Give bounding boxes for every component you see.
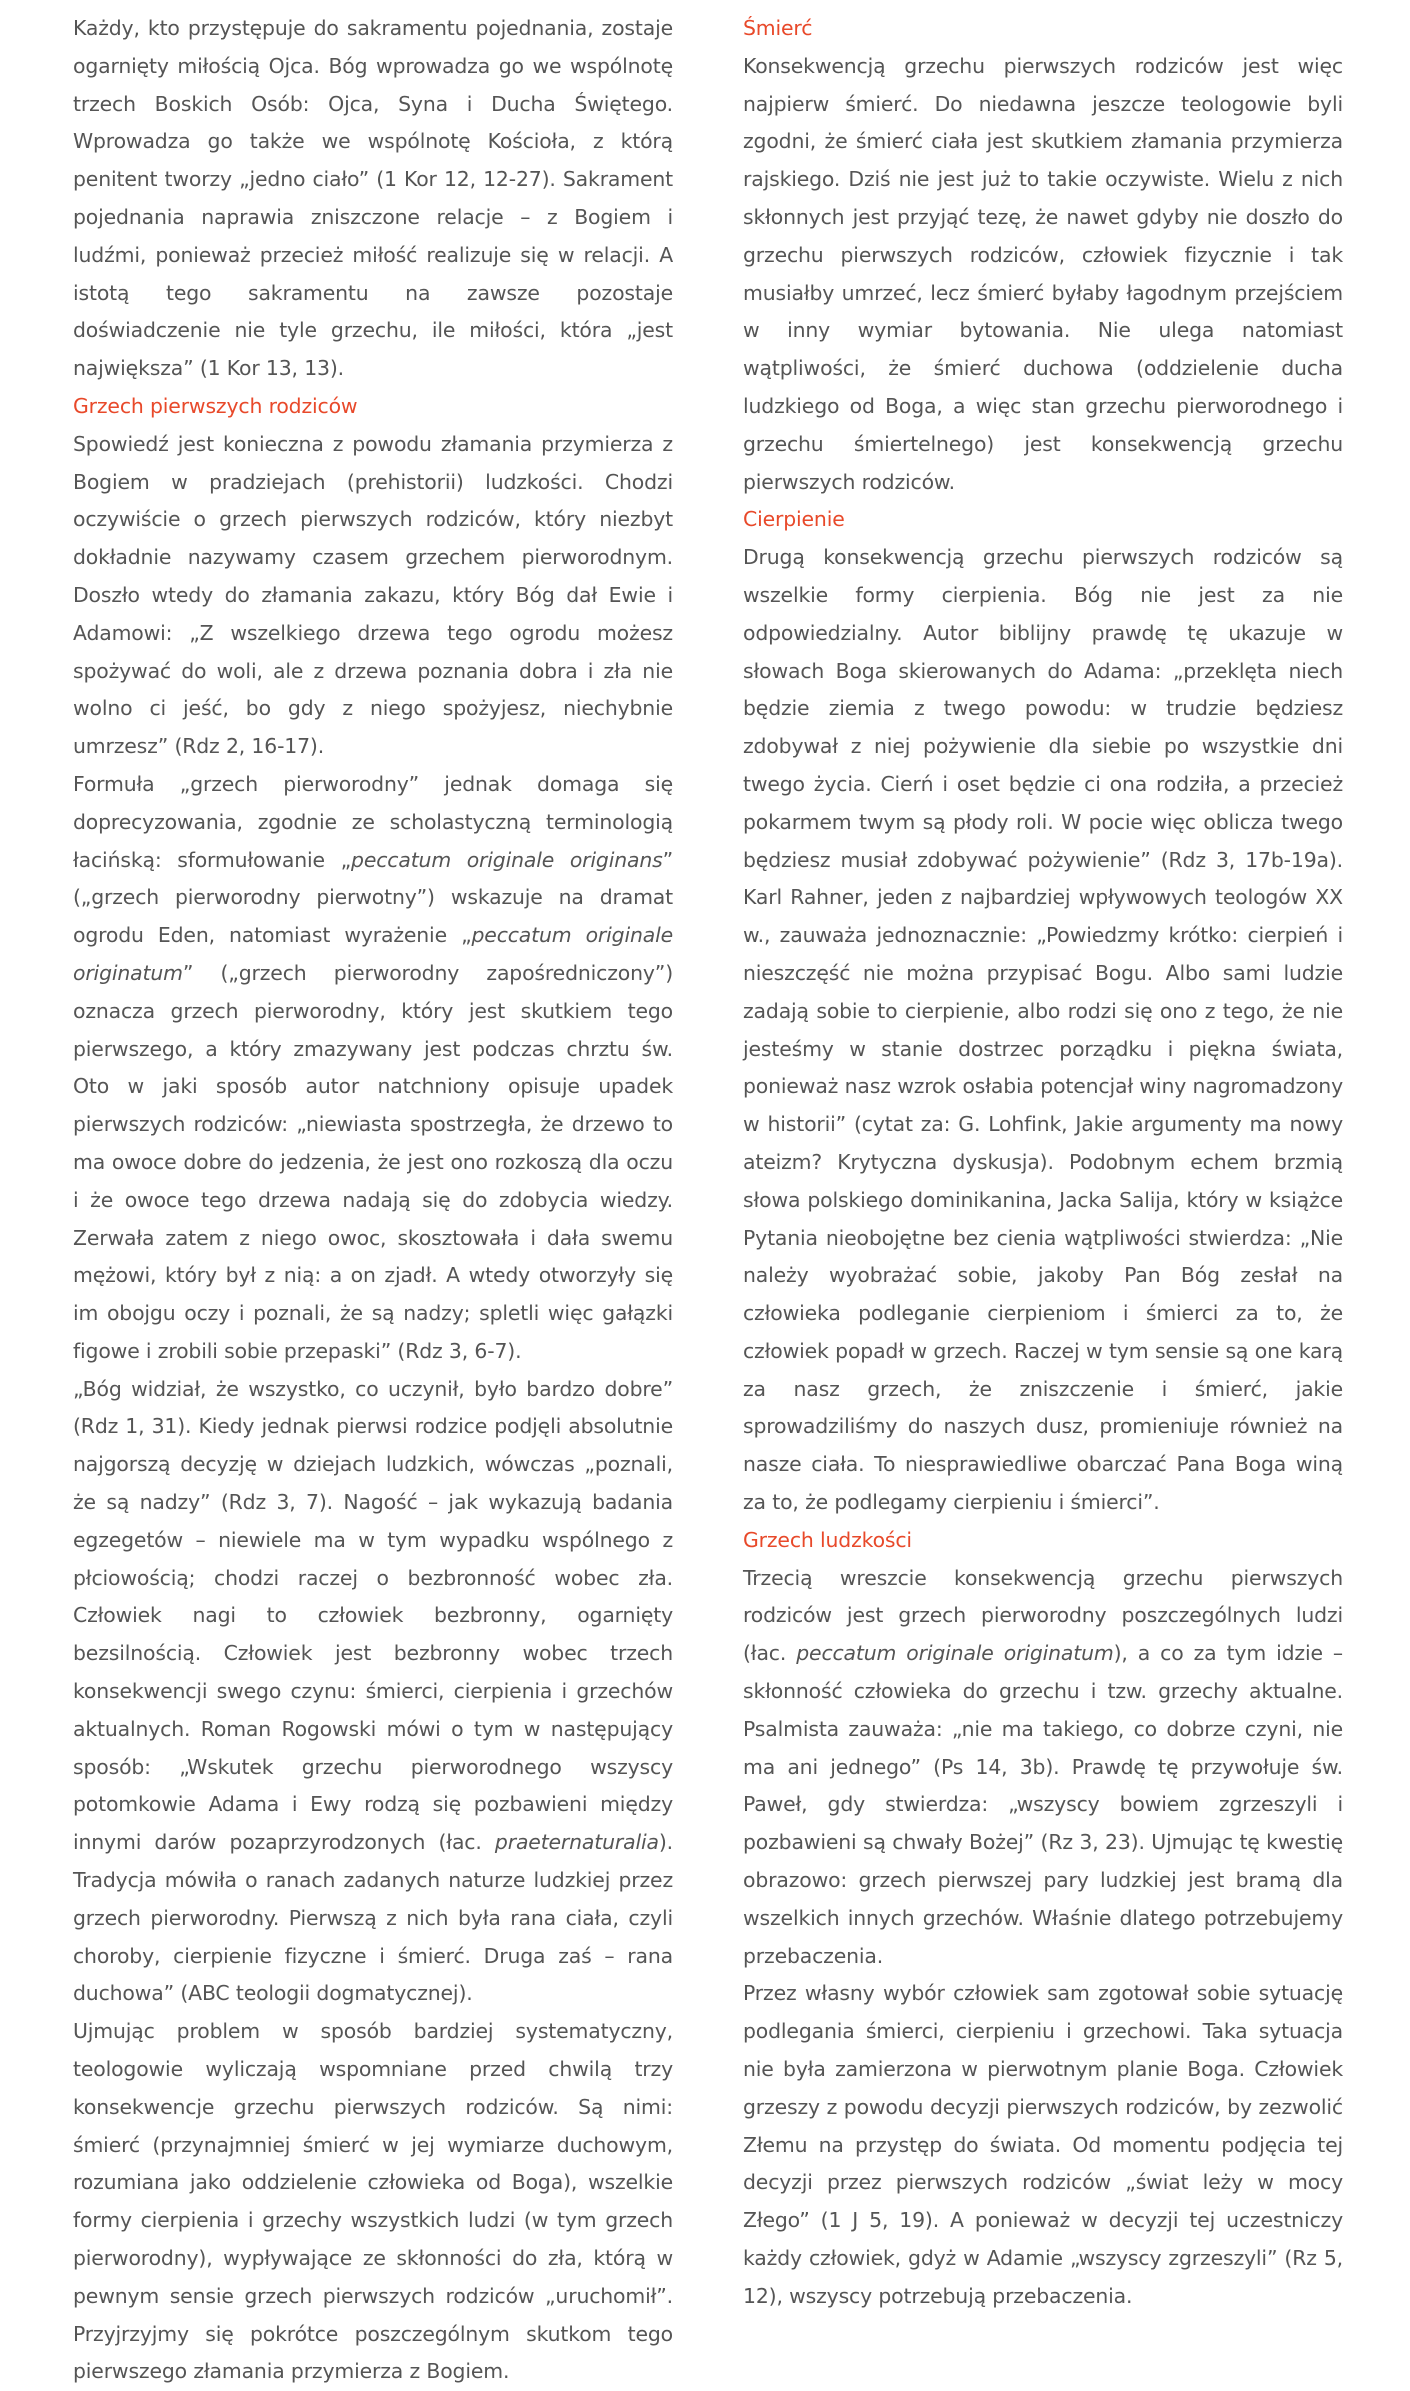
latin-term: praeternaturalia xyxy=(494,1830,659,1855)
paragraph-death: Konsekwencją grzechu pierwszych rodziców jest więc najpierw śmierć. Do niedawna jeszcze teologowie byli zgodni, że śmierć ciała jest skutkiem złamania przymierza rajskiego. Dziś nie jest już to takie oczywiste. Wielu z nich skłonnych jest przyjąć tezę, że nawet gdyby nie doszło do grzechu pierwszych rodziców, człowiek fizycznie i tak musiałby umrzeć, lecz śmierć byłaby łagodnym przejściem w inny wymiar bytowania. Nie ulega natomiast wątpliwości, że śmierć duchowa (oddzielenie ducha ludzkiego od Boga, a więc stan grzechu pierworodnego i grzechu śmiertelnego) jest konsekwencją grzechu pierwszych rodziców. xyxy=(743,53,1343,494)
paragraph-formula xyxy=(73,766,673,1371)
paragraph-confession: Spowiedź jest konieczna z powodu złamania przymierza z Bogiem w pradziejach (prehistorii) ludzkości. Chodzi oczywiście o grzech pierwszych rodziców, który niezbyt dokładnie nazywamy czasem grzechem pierworodnym. Doszło wtedy do złamania zakazu, który Bóg dał Ewie i Adamowi: „Z wszelkiego drzewa tego ogrodu możesz spożywać do woli, ale z drzewa poznania dobra i zła nie wolno ci jeść, bo gdy z niego spożyjesz, niechybnie umrzesz” (Rdz 2, 16-17). xyxy=(73,431,673,759)
text-span: Formuła „grzech pierworodny” jednak domaga się doprecyzowania, zgodnie ze scholastyczną terminologią łacińską: sformułowanie „ xyxy=(73,771,673,872)
text-span: ” („grzech pierworodny pierwotny”) wskazuje na dramat ogrodu Eden, natomiast wyrażenie „ xyxy=(73,847,673,948)
paragraph-consequences: Ujmując problem w sposób bardziej systematyczny, teologowie wyliczają wspomniane przed chwilą trzy konsekwencje grzechu pierwszych rodziców. Są nimi: śmierć (przynajmniej śmierć w jej wymiarze duchowym, rozumiana jako oddzielenie człowieka od Boga), wszelkie formy cierpienia i grzechy wszystkich ludzi (w tym grzech pierworodny), wypływające ze skłonności do zła, którą w pewnym sensie grzech pierwszych rodziców „uruchomił”. Przyjrzyjmy się pokrótce poszczególnym skutkom tego pierwszego złamania przymierza z Bogiem. xyxy=(73,2019,673,2384)
text-span: ” („grzech pierworodny zapośredniczony”) oznacza grzech pierworodny, który jest skutkiem tego pierwszego, a który zmazywany jest podczas chrztu św. Oto w jaki sposób autor natchniony opisuje upadek pierwszych rodziców: „niewiasta spostrzegła, że drzewo to ma owoce dobre do jedzenia, że jest ono rozkoszą dla oczu i że owoce tego drzewa nadają się do zdobycia wiedzy. Zerwała zatem z niego owoc, skosztowała i dała swemu mężowi, który był z nią: a on zjadł. A wtedy otworzyły się im obojgu oczy i poznali, że są nadzy; spletli więc gałązki figowe i zrobili sobie przepaski” (Rdz 3, 6-7). xyxy=(73,960,673,1363)
paragraph-human-sin xyxy=(743,1560,1343,1976)
section-heading-suffering: Cierpienie xyxy=(743,507,845,532)
paragraph-intro: Każdy, kto przystępuje do sakramentu pojednania, zostaje ogarnięty miłością Ojca. Bóg wprowadza go we wspólnotę trzech Boskich Osób: Ojca, Syna i Ducha Świętego. Wprowadza go także we wspólnotę Kościoła, z którą penitent tworzy „jedno ciało” (1 Kor 12, 12-27). Sakrament pojednania naprawia zniszczone relacje – z Bogiem i ludźmi, ponieważ przecież miłość realizuje się w relacji. A istotą tego sakramentu na zawsze pozostaje doświadczenie nie tyle grzechu, ile miłości, która „jest największa” (1 Kor 13, 13). xyxy=(73,16,673,381)
paragraph-free-choice: Przez własny wybór człowiek sam zgotował sobie sytuację podlegania śmierci, cierpieniu i grzechowi. Taka sytuacja nie była zamierzona w pierwotnym planie Boga. Człowiek grzeszy z powodu decyzji pierwszych rodziców, by zezwolić Złemu na przystęp do świata. Od momentu podjęcia tej decyzji przez pierwszych rodziców „świat leży w mocy Złego” (1 J 5, 19). A ponieważ w decyzji tej uczestniczy każdy człowiek, gdyż w Adamie „wszyscy zgrzeszyli” (Rz 5, 12), wszyscy potrzebują przebaczenia. xyxy=(743,1981,1343,2308)
text-span: ). Tradycja mówiła o ranach zadanych naturze ludzkiej przez grzech pierworodny. Pierwszą z nich była rana ciała, czyli choroby, cierpienie fizyczne i śmierć. Druga zaś – rana duchowa” (ABC teologii dogmatycznej). xyxy=(73,1830,673,2006)
section-heading-human-sin: Grzech ludzkości xyxy=(743,1527,912,1552)
paragraph-nakedness xyxy=(73,1371,673,2014)
section-heading-death: Śmierć xyxy=(743,16,813,40)
paragraph-suffering: Drugą konsekwencją grzechu pierwszych rodziców są wszelkie formy cierpienia. Bóg nie jest za nie odpowiedzialny. Autor biblijny prawdę tę ukazuje w słowach Boga skierowanych do Adama: „przeklęta niech będzie ziemia z twego powodu: w trudzie będziesz zdobywał z niej pożywienie dla siebie po wszystkie dni twego życia. Cierń i oset będzie ci ona rodziła, a przecież pokarmem twym są płody roli. W pocie więc oblicza twego będziesz musiał zdobywać pożywienie” (Rdz 3, 17b-19a). Karl Rahner, jeden z najbardziej wpływowych teologów XX w., zauważa jednoznacznie: „Powiedzmy krótko: cierpień i nieszczęść nie można przypisać Bogu. Albo sami ludzie zadają sobie to cierpienie, albo rodzi się ono z tego, że nie jesteśmy w stanie dostrzec porządku i piękna świata, ponieważ nasz wzrok osłabia potencjał winy nagromadzony w historii” (cytat za: G. Lohfink, Jakie argumenty ma nowy ateizm? Krytyczna dyskusja). Podobnym echem brzmią słowa polskiego dominikanina, Jacka Salija, który w książce Pytania nieobojętne bez cienia wątpliwości stwierdza: „Nie należy wyobrażać sobie, jakoby Pan Bóg zesłał na człowieka podleganie cierpieniom i śmierci za to, że człowiek popadł w grzech. Raczej w tym sensie są one karą za nasz grzech, że zniszczenie i śmierć, jakie sprowadziliśmy do naszych dusz, promieniuje również na nasze ciała. To niesprawiedliwe obarczać Pana Boga winą za to, że podlegamy cierpieniu i śmierci”. xyxy=(743,545,1343,1515)
right-column xyxy=(743,10,1343,2316)
latin-term: peccatum originale originatum xyxy=(73,923,674,985)
text-span: Trzecią wreszcie konsekwencją grzechu pierwszych rodziców jest grzech pierworodny poszczególnych ludzi (łac. xyxy=(743,1565,1343,1666)
section-heading-original-sin: Grzech pierwszych rodziców xyxy=(73,393,358,418)
left-column xyxy=(73,10,673,2391)
latin-term: peccatum originale originans xyxy=(351,847,663,872)
latin-term: peccatum originale originatum xyxy=(796,1641,1114,1666)
text-span: ), a co za tym idzie – skłonność człowieka do grzechu i tzw. grzechy aktualne. Psalmista zauważa: „nie ma takiego, co dobrze czyni, nie ma ani jednego” (Ps 14, 3b). Prawdę tę przywołuje św. Paweł, gdy stwierdza: „wszyscy bowiem zgrzeszyli i pozbawieni są chwały Bożej” (Rz 3, 23). Ujmując tę kwestię obrazowo: grzech pierwszej pary ludzkiej jest bramą dla wszelkich innych grzechów. Właśnie dlatego potrzebujemy przebaczenia. xyxy=(743,1641,1343,1968)
text-span: „Bóg widział, że wszystko, co uczynił, było bardzo dobre” (Rdz 1, 31). Kiedy jednak pierwsi rodzice podjęli absolutnie najgorszą decyzję w dziejach ludzkich, wówczas „poznali, że są nadzy” (Rdz 3, 7). Nagość – jak wykazują badania egzegetów – niewiele ma w tym wypadku wspólnego z płciowością; chodzi raczej o bezbronność wobec zła. Człowiek nagi to człowiek bezbronny, ogarnięty bezsilnością. Człowiek jest bezbronny wobec trzech konsekwencji swego czynu: śmierci, cierpienia i grzechów aktualnych. Roman Rogowski mówi o tym w następujący sposób: „Wskutek grzechu pierworodnego wszyscy potomkowie Adama i Ewy rodzą się pozbawieni między innymi darów pozaprzyrodzonych (łac. xyxy=(73,1376,673,1855)
